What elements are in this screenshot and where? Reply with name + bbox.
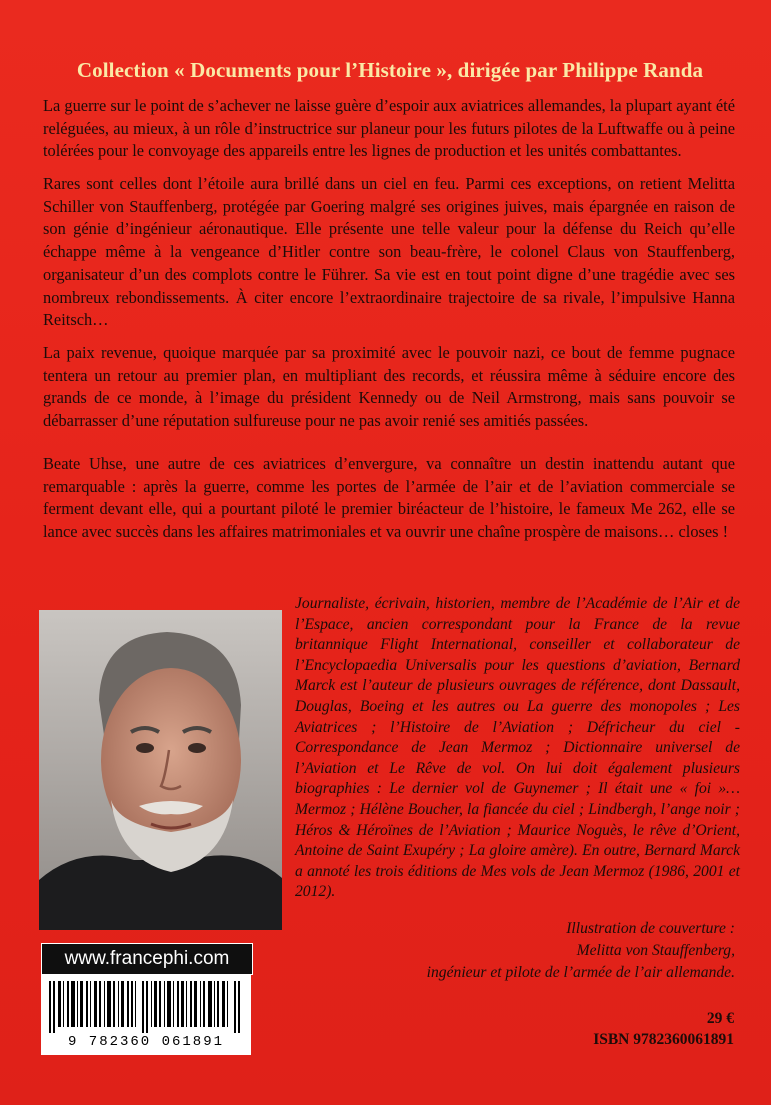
price: 29 € [706,1010,734,1027]
summary-paragraph-2: Rares sont celles dont l’étoile aura brillé dans un ciel en feu. Parmi ces exceptions, on retient Melitta Schiller von Stauffenberg, protégée par Goering malgré ses origines juives, mais épargnée en raison de son génie d’ingénieur aéronautique. Elle présente une telle valeur pour la défense du Reich qu’elle échappe même à la vengeance d’Hitler contre son beau-frère, le colonel Claus von Stauffenberg, organisateur d’un des complots contre le Führer. Sa vie est en tout point digne d’une tragédie avec ses nombreux rebondissements. À citer encore l’extraordinaire trajectoire de sa rivale, l’impulsive Hanna Reitsch… [43,174,735,330]
publisher-website[interactable]: www.francephi.com [41,943,253,975]
barcode-bars [49,981,243,1033]
collection-heading: Collection « Documents pour l’Histoire », dirigée par Philippe Randa [76,58,704,82]
author-portrait-illustration [39,610,282,930]
cover-illustration-credit [380,918,735,984]
summary-paragraph-4: Beate Uhse, une autre de ces aviatrices d’envergure, va connaître un destin inattendu autant que remarquable : après la guerre, comme les portes de l’armée de l’air et de l’aviation commerciale se ferment devant elle, qui a pourtant piloté le premier biréacteur de l’histoire, le fameux Me 262, elle se lance avec succès dans les affaires matrimoniales et va ouvrir une chaîne prospère de maisons… closes ! [43,454,735,542]
summary-paragraph-3: La paix revenue, quoique marquée par sa proximité avec le pouvoir nazi, ce bout de femme pugnace tentera un retour au premier plan, en multipliant des records, et réussira même à séduire encore des grands de ce monde, à l’image du président Kennedy ou de Neil Armstrong, mais sans pouvoir se débarrasser d’une réputation sulfureuse pour ne pas avoir renié ses amitiés passées. [43,343,735,431]
illustration-description: ingénieur et pilote de l’armée de l’air allemande. [426,964,735,981]
illustration-name: Melitta von Stauffenberg, [576,942,735,959]
isbn-barcode [41,975,251,1055]
author-photo [39,610,282,930]
summary-paragraph-1: La guerre sur le point de s’achever ne laisse guère d’espoir aux aviatrices allemandes, la plupart ayant été reléguées, au mieux, à un rôle d’instructrice sur planeur pour les futurs pilotes de la Luftwaffe ou à peine tolérées pour le convoyage des appareils entre les lignes de production et les unités combattantes. [43,96,735,161]
barcode-number: 9 782360 061891 [67,1034,225,1050]
illustration-label: Illustration de couverture : [566,920,735,937]
author-biography: Journaliste, écrivain, historien, membre de l’Académie de l’Air et de l’Espace, ancien correspondant pour la France de la revue britannique Flight International, conseiller et collaborateur de l’Encyclopaedia Universalis pour les questions d’aviation, Bernard Marck est l’auteur de plusieurs ouvrages de référence, dont Dassault, Douglas, Boeing et les autres ou La guerre des monopoles ; Les Aviatrices ; l’Histoire de l’Aviation ; Défricheur du ciel - Correspondance de Jean Mermoz ; Dictionnaire universel de l’Aviation et Le Rêve de vol. On lui doit également plusieurs biographies : Le dernier vol de Guynemer ; Il était une « foi »… Mermoz ; Hélène Boucher, la fiancée du ciel ; Lindbergh, l’ange noir ; Héros & Héroïnes de l’Aviation ; Maurice Noguès, le rêve d’Orient, Antoine de Saint Exupéry ; La gloire amère). En outre, Bernard Marck a annoté les trois éditions de Mes vols de Jean Mermoz (1986, 2001 et 2012). [295,595,740,901]
isbn-number: ISBN 9782360061891 [593,1031,734,1048]
